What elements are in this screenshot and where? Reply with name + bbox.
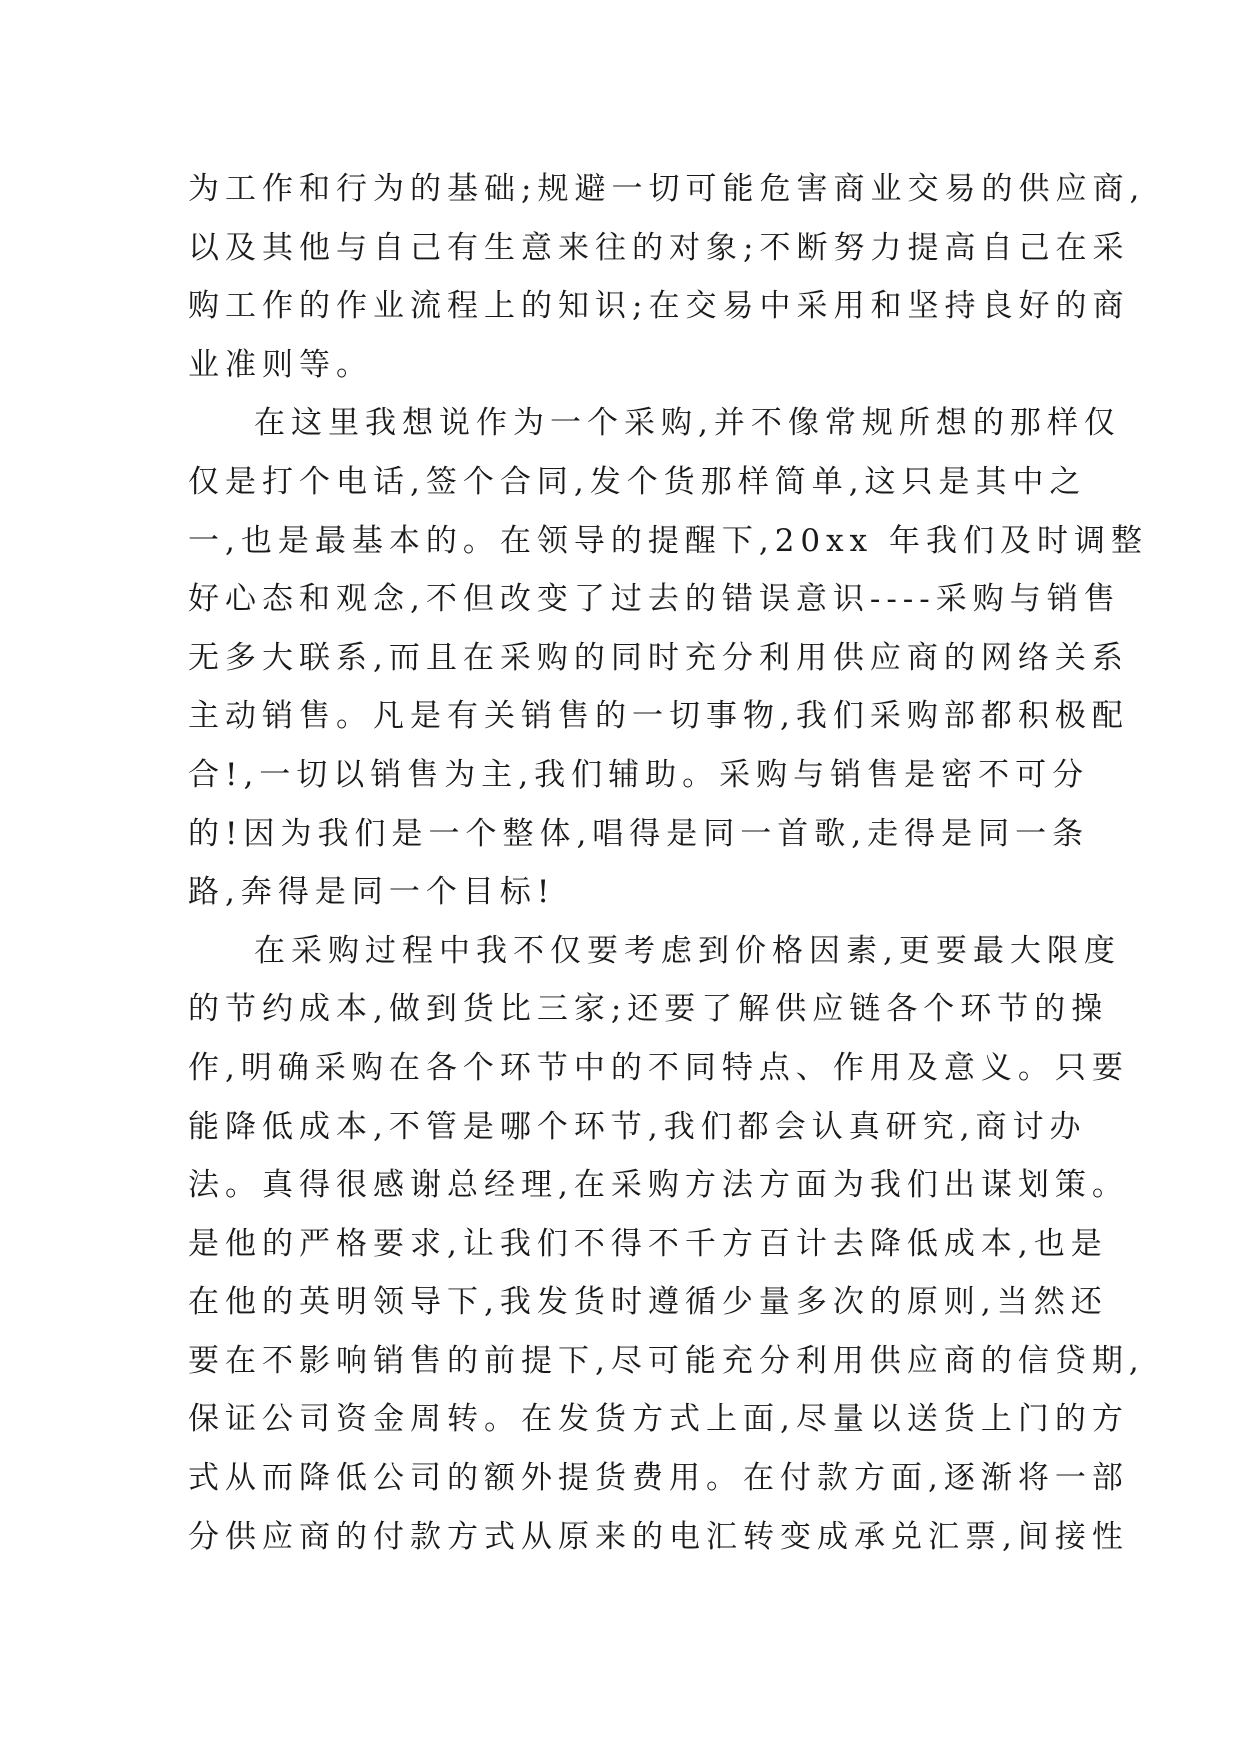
text-line: 为工作和行为的基础;规避一切可能危害商业交易的供应商, [188,171,1146,207]
text-line: 要在不影响销售的前提下,尽可能充分利用供应商的信贷期, [188,1342,1145,1379]
text-line: 的节约成本,做到货比三家;还要了解供应链各个环节的操 [188,991,1109,1028]
text-line: 仅是打个电话,签个合同,发个货那样简单,这只是其中之 [188,463,1087,500]
text-line: 分供应商的付款方式从原来的电汇转变成承兑汇票,间接性 [188,1518,1129,1555]
body-text [188,160,1148,1566]
text-line: 式从而降低公司的额外提货费用。在付款方面,逐渐将一部 [188,1460,1129,1497]
paragraph-first-line: 在这里我想说作为一个采购,并不像常规所想的那样仅 [254,405,1121,442]
text-line: 主动销售。凡是有关销售的一切事物,我们采购部都积极配 [188,698,1129,735]
text-line: 业准则等。 [188,346,373,383]
text-line: 以及其他与自己有生意来往的对象;不断努力提高自己在采 [188,229,1130,266]
text-line: 好心态和观念,不但改变了过去的错误意识----采购与销售 [188,581,1121,618]
text-line: 在他的英明领导下,我发货时遵循少量多次的原则,当然还 [188,1284,1108,1321]
text-line: 作,明确采购在各个环节中的不同特点、作用及意义。只要 [188,1049,1129,1086]
text-line: 能降低成本,不管是哪个环节,我们都会认真研究,商讨办 [188,1108,1087,1145]
text-line: 无多大联系,而且在采购的同时充分利用供应商的网络关系 [188,639,1129,676]
text-line: 路,奔得是同一个目标! [188,874,556,911]
text-line: 购工作的作业流程上的知识;在交易中采用和坚持良好的商 [188,288,1130,325]
text-line: 法。真得很感谢总经理,在采购方法方面为我们出谋划策。 [188,1167,1129,1204]
text-line: 保证公司资金周转。在发货方式上面,尽量以送货上门的方 [188,1401,1129,1438]
paragraph-first-line: 在采购过程中我不仅要考虑到价格因素,更要最大限度 [254,932,1121,969]
text-line: 是他的严格要求,让我们不得不千方百计去降低成本,也是 [188,1225,1108,1262]
text-line: 的!因为我们是一个整体,唱得是同一首歌,走得是同一条 [188,815,1090,852]
text-line: 合!,一切以销售为主,我们辅助。采购与销售是密不可分 [188,756,1090,793]
text-line: 一,也是最基本的。在领导的提醒下,20xx 年我们及时调整 [188,522,1148,559]
